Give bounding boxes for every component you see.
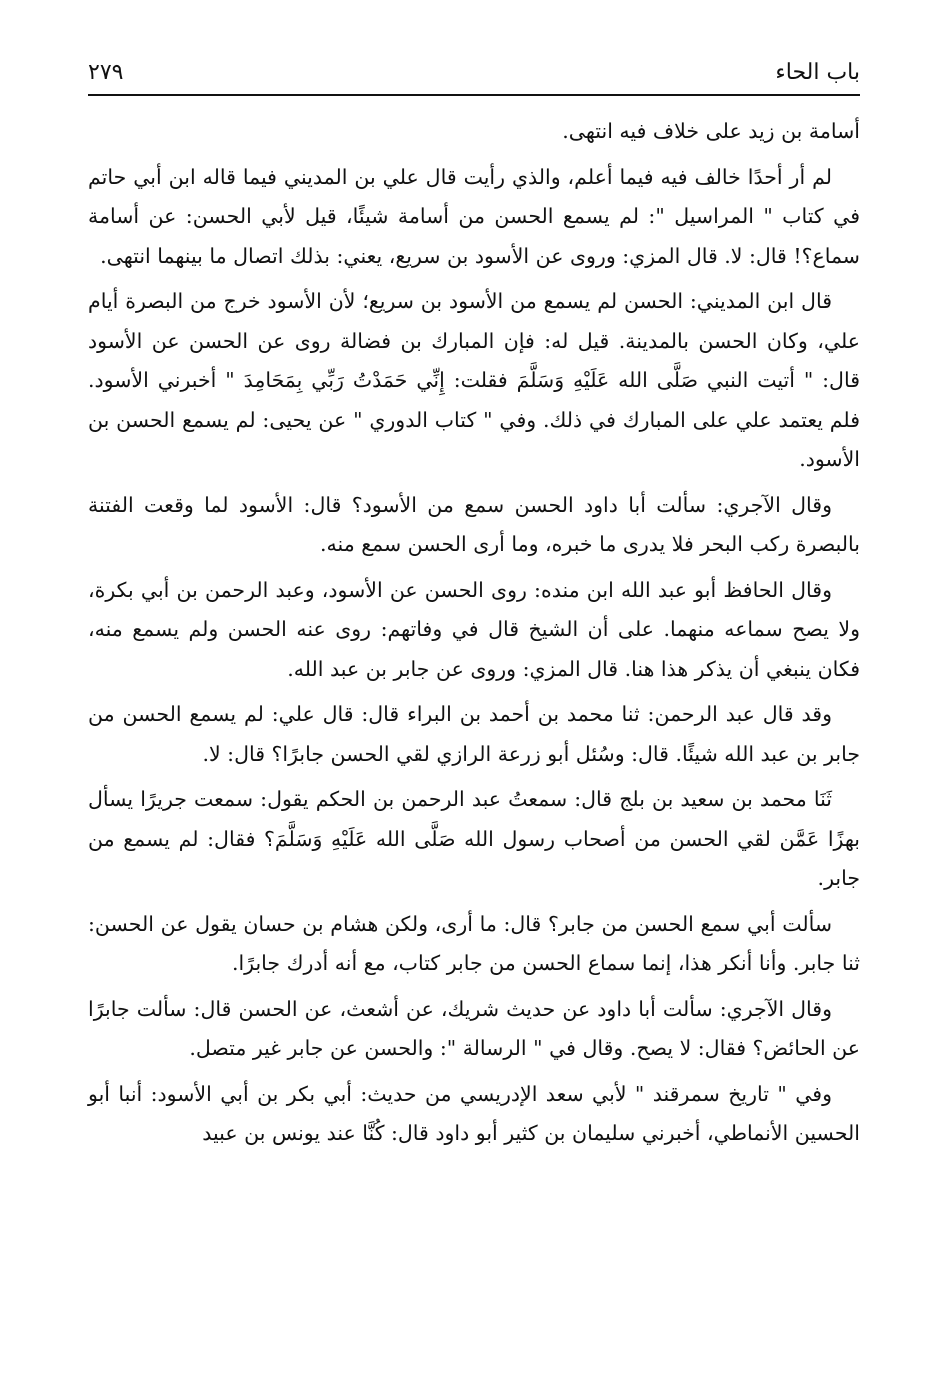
paragraph: ثَنَا محمد بن سعيد بن بلج قال: سمعتُ عبد الرحمن بن الحكم يقول: سمعت جريرًا يسأل بهزًا عَمَّن لقي الحسن من أصحاب رسول الله صَلَّى الله عَلَيْهِ وَسَلَّمَ؟ فقال: لم يسمع من جابر. (88, 787, 860, 890)
paragraph: أسامة بن زيد على خلاف فيه انتهى. (562, 119, 860, 143)
paragraph: وقال الآجري: سألت أبا داود الحسن سمع من الأسود؟ قال: الأسود لما وقعت الفتنة بالبصرة ركب البحر فلا يدرى ما خبره، وما أرى الحسن سمع منه. (88, 492, 860, 556)
page-number: ٢٧٩ (88, 60, 124, 85)
paragraph: وفي " تاريخ سمرقند " لأبي سعد الإدريسي من حديث: أبي بكر بن أبي الأسود: أنبا أبو الحسين الأنماطي، أخبرني سليمان بن كثير أبو داود قال: كُنَّا عند يونس بن عبيد (88, 1081, 860, 1145)
paragraph: وقال الحافظ أبو عبد الله ابن منده: روى الحسن عن الأسود، وعبد الرحمن بن أبي بكرة، ولا يصح سماعه منهما. على أن الشيخ قال في وفاتهم: روى عنه الحسن ولم يسمع منه، فكان ينبغي أن يذكر هذا هنا. قال المزي: وروى عن جابر بن عبد الله. (88, 577, 860, 681)
paragraph: لم أر أحدًا خالف فيه فيما أعلم، والذي رأيت قال علي بن المديني فيما قاله ابن أبي حاتم في كتاب " المراسيل ": لم يسمع الحسن من أسامة شيئًا، قيل لأبي الحسن: عن أسامة سماع؟! قال: لا. قال المزي: وروى عن الأسود بن سريع، يعني: بذلك اتصال ما بينهما انتهى. (88, 164, 860, 268)
paragraph: سألت أبي سمع الحسن من جابر؟ قال: ما أرى، ولكن هشام بن حسان يقول عن الحسن: ثنا جابر. وأنا أنكر هذا، إنما سماع الحسن من جابر كتاب، مع أنه أدرك جابرًا. (88, 911, 860, 975)
header-divider (88, 94, 860, 96)
paragraph: وقد قال عبد الرحمن: ثنا محمد بن أحمد بن البراء قال: قال علي: لم يسمع الحسن من جابر بن عبد الله شيئًا. قال: وسُئل أبو زرعة الرازي لقي الحسن جابرًا؟ قال: لا. (88, 702, 860, 766)
page-header (88, 58, 860, 92)
paragraph: وقال الآجري: سألت أبا داود عن حديث شريك، عن أشعث، عن الحسن قال: سألت جابرًا عن الحائض؟ فقال: لا يصح. وقال في " الرسالة ": والحسن عن جابر غير متصل. (88, 996, 860, 1060)
chapter-title: باب الحاء (775, 60, 860, 85)
body-text (88, 112, 860, 1160)
paragraph: قال ابن المديني: الحسن لم يسمع من الأسود بن سريع؛ لأن الأسود خرج من البصرة أيام علي، وكان الحسن بالمدينة. قيل له: فإن المبارك بن فضالة روى عن الحسن عن الأسود قال: " أتيت النبي صَلَّى الله عَلَيْهِ وَسَلَّمَ فقلت: إِنِّي حَمَدْتُ رَبِّي بِمَحَامِدَ " أخبرني الأسود. فلم يعتمد علي على المبارك في ذلك. وفي " كتاب الدوري " عن يحيى: لم يسمع الحسن بن الأسود. (88, 289, 860, 471)
